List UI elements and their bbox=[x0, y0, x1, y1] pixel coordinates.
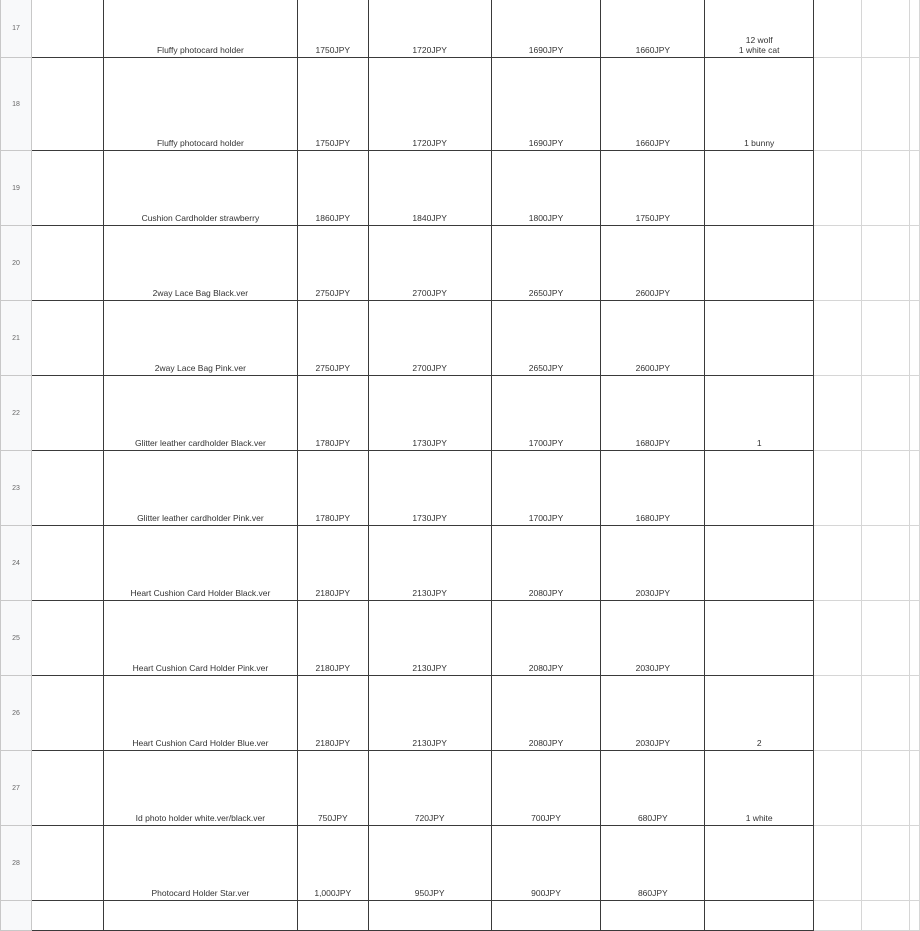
empty-cell[interactable] bbox=[814, 451, 862, 526]
price-text: 2650JPY bbox=[528, 288, 564, 298]
price-text: 860JPY bbox=[637, 888, 668, 898]
price-cell[interactable] bbox=[297, 601, 368, 676]
item-name-cell[interactable] bbox=[103, 901, 297, 931]
price-cell[interactable] bbox=[368, 0, 491, 58]
price-cell[interactable] bbox=[601, 676, 705, 751]
price-cell[interactable] bbox=[368, 226, 491, 301]
empty-cell[interactable] bbox=[862, 751, 910, 826]
price-cell[interactable] bbox=[297, 676, 368, 751]
product-image-cell[interactable] bbox=[31, 0, 103, 58]
item-name-text: Heart Cushion Card Holder Blue.ver bbox=[132, 738, 269, 748]
price-cell[interactable] bbox=[491, 526, 601, 601]
item-name-text: Fluffy photocard holder bbox=[156, 138, 244, 148]
empty-cell[interactable] bbox=[862, 451, 910, 526]
empty-cell[interactable] bbox=[814, 526, 862, 601]
price-cell[interactable] bbox=[491, 226, 601, 301]
table-row bbox=[1, 0, 920, 58]
price-cell[interactable] bbox=[601, 601, 705, 676]
product-image-cell[interactable] bbox=[31, 301, 103, 376]
product-image-cell[interactable] bbox=[31, 526, 103, 601]
empty-cell[interactable] bbox=[862, 826, 910, 901]
price-text: 1800JPY bbox=[528, 213, 564, 223]
price-text: 1680JPY bbox=[635, 438, 671, 448]
empty-cell[interactable] bbox=[814, 376, 862, 451]
product-image-cell[interactable] bbox=[31, 676, 103, 751]
table-row bbox=[1, 901, 920, 931]
price-text: 900JPY bbox=[531, 888, 561, 898]
note-cell[interactable] bbox=[705, 676, 814, 751]
price-cell[interactable] bbox=[368, 826, 491, 901]
price-text: 1660JPY bbox=[635, 45, 671, 55]
table-row bbox=[1, 301, 920, 376]
item-name-cell[interactable] bbox=[103, 826, 297, 901]
price-text: 1750JPY bbox=[315, 138, 351, 148]
price-text: 2030JPY bbox=[635, 738, 671, 748]
price-text: 1720JPY bbox=[412, 45, 447, 55]
price-text: 2080JPY bbox=[528, 588, 564, 598]
item-name-text: Id photo holder white.ver/black.ver bbox=[135, 813, 266, 823]
item-name-text: Fluffy photocard holder bbox=[156, 45, 244, 55]
item-name-text: 2way Lace Bag Black.ver bbox=[152, 288, 249, 298]
row-header[interactable]: 26 bbox=[1, 676, 32, 751]
note-text: 2 bbox=[756, 738, 762, 748]
empty-cell[interactable] bbox=[909, 58, 919, 151]
price-cell[interactable] bbox=[601, 526, 705, 601]
item-name-text: Cushion Cardholder strawberry bbox=[141, 213, 260, 223]
price-text: 2080JPY bbox=[528, 738, 564, 748]
price-cell[interactable] bbox=[601, 901, 705, 931]
price-text: 2180JPY bbox=[315, 663, 351, 673]
item-name-text: 2way Lace Bag Pink.ver bbox=[154, 363, 246, 373]
price-text: 1700JPY bbox=[528, 438, 564, 448]
empty-cell[interactable] bbox=[862, 0, 910, 58]
note-text: 12 wolf 1 white cat bbox=[738, 35, 780, 55]
price-cell[interactable] bbox=[601, 751, 705, 826]
empty-cell[interactable] bbox=[862, 601, 910, 676]
price-text: 1660JPY bbox=[635, 138, 671, 148]
product-image-cell[interactable] bbox=[31, 826, 103, 901]
item-name-cell[interactable] bbox=[103, 301, 297, 376]
price-cell[interactable] bbox=[297, 901, 368, 931]
item-name-cell[interactable] bbox=[103, 676, 297, 751]
row-header[interactable]: 24 bbox=[1, 526, 32, 601]
note-cell[interactable] bbox=[705, 526, 814, 601]
price-text: 2600JPY bbox=[635, 288, 671, 298]
empty-cell[interactable] bbox=[814, 226, 862, 301]
note-cell[interactable] bbox=[705, 58, 814, 151]
empty-cell[interactable] bbox=[909, 751, 919, 826]
item-name-cell[interactable] bbox=[103, 451, 297, 526]
empty-cell[interactable] bbox=[862, 901, 910, 931]
empty-cell[interactable] bbox=[814, 151, 862, 226]
empty-cell[interactable] bbox=[909, 601, 919, 676]
price-text: 2030JPY bbox=[635, 663, 671, 673]
empty-cell[interactable] bbox=[909, 901, 919, 931]
price-text: 1690JPY bbox=[528, 45, 564, 55]
note-cell[interactable] bbox=[705, 901, 814, 931]
row-header[interactable]: 19 bbox=[1, 151, 32, 226]
price-text: 2750JPY bbox=[315, 288, 351, 298]
empty-cell[interactable] bbox=[814, 751, 862, 826]
table-row bbox=[1, 526, 920, 601]
price-text: 2130JPY bbox=[412, 663, 447, 673]
note-cell[interactable] bbox=[705, 151, 814, 226]
item-name-cell[interactable] bbox=[103, 151, 297, 226]
price-text: 2650JPY bbox=[528, 363, 564, 373]
price-text: 1840JPY bbox=[412, 213, 447, 223]
price-cell[interactable] bbox=[368, 376, 491, 451]
item-name-text: Glitter leather cardholder Pink.ver bbox=[137, 513, 264, 523]
empty-cell[interactable] bbox=[862, 526, 910, 601]
price-cell[interactable] bbox=[601, 376, 705, 451]
price-cell[interactable] bbox=[491, 58, 601, 151]
empty-cell[interactable] bbox=[814, 301, 862, 376]
note-cell[interactable] bbox=[705, 826, 814, 901]
price-text: 1730JPY bbox=[412, 438, 447, 448]
item-name-cell[interactable] bbox=[103, 58, 297, 151]
item-name-cell[interactable] bbox=[103, 526, 297, 601]
item-name-cell[interactable] bbox=[103, 601, 297, 676]
price-cell[interactable] bbox=[491, 451, 601, 526]
price-cell[interactable] bbox=[601, 226, 705, 301]
row-header[interactable]: 18 bbox=[1, 58, 32, 151]
item-name-text: Heart Cushion Card Holder Black.ver bbox=[130, 588, 271, 598]
price-text: 680JPY bbox=[637, 813, 668, 823]
note-text: 1 bunny bbox=[744, 138, 775, 148]
item-name-text: Glitter leather cardholder Black.ver bbox=[134, 438, 266, 448]
price-text: 1690JPY bbox=[528, 138, 564, 148]
price-cell[interactable] bbox=[368, 526, 491, 601]
price-cell[interactable] bbox=[491, 901, 601, 931]
row-header[interactable]: 22 bbox=[1, 376, 32, 451]
product-image-cell[interactable] bbox=[31, 901, 103, 931]
price-cell[interactable] bbox=[368, 301, 491, 376]
table-row bbox=[1, 676, 920, 751]
empty-cell[interactable] bbox=[909, 826, 919, 901]
price-cell[interactable] bbox=[368, 58, 491, 151]
price-cell[interactable] bbox=[297, 826, 368, 901]
table-row bbox=[1, 601, 920, 676]
row-header[interactable]: 27 bbox=[1, 751, 32, 826]
price-cell[interactable] bbox=[297, 526, 368, 601]
empty-cell[interactable] bbox=[814, 676, 862, 751]
item-name-cell[interactable] bbox=[103, 376, 297, 451]
price-text: 2030JPY bbox=[635, 588, 671, 598]
empty-cell[interactable] bbox=[862, 676, 910, 751]
price-cell[interactable] bbox=[491, 826, 601, 901]
price-cell[interactable] bbox=[297, 0, 368, 58]
item-name-cell[interactable] bbox=[103, 751, 297, 826]
empty-cell[interactable] bbox=[909, 0, 919, 58]
empty-cell[interactable] bbox=[862, 301, 910, 376]
price-cell[interactable] bbox=[491, 601, 601, 676]
price-cell[interactable] bbox=[297, 376, 368, 451]
empty-cell[interactable] bbox=[814, 58, 862, 151]
empty-cell[interactable] bbox=[862, 151, 910, 226]
price-text: 2080JPY bbox=[528, 663, 564, 673]
price-text: 2130JPY bbox=[412, 738, 447, 748]
row-header[interactable]: 17 bbox=[1, 0, 32, 58]
price-text: 1700JPY bbox=[528, 513, 564, 523]
note-text: 1 bbox=[756, 438, 762, 448]
price-cell[interactable] bbox=[491, 0, 601, 58]
empty-cell[interactable] bbox=[909, 526, 919, 601]
note-cell[interactable] bbox=[705, 0, 814, 58]
product-image-cell[interactable] bbox=[31, 601, 103, 676]
table-row bbox=[1, 58, 920, 151]
empty-cell[interactable] bbox=[814, 826, 862, 901]
price-cell[interactable] bbox=[368, 451, 491, 526]
price-text: 700JPY bbox=[531, 813, 561, 823]
price-cell[interactable] bbox=[601, 58, 705, 151]
note-cell[interactable] bbox=[705, 376, 814, 451]
note-cell[interactable] bbox=[705, 601, 814, 676]
price-cell[interactable] bbox=[601, 451, 705, 526]
product-image-cell[interactable] bbox=[31, 58, 103, 151]
table-row bbox=[1, 151, 920, 226]
price-cell[interactable] bbox=[491, 676, 601, 751]
price-cell[interactable] bbox=[297, 301, 368, 376]
price-text: 2700JPY bbox=[412, 363, 447, 373]
row-header[interactable]: 20 bbox=[1, 226, 32, 301]
note-cell[interactable] bbox=[705, 451, 814, 526]
price-cell[interactable] bbox=[601, 826, 705, 901]
price-cell[interactable] bbox=[368, 901, 491, 931]
item-name-text: Heart Cushion Card Holder Pink.ver bbox=[132, 663, 269, 673]
price-text: 720JPY bbox=[414, 813, 445, 823]
price-text: 1,000JPY bbox=[314, 888, 352, 898]
price-cell[interactable] bbox=[368, 601, 491, 676]
product-image-cell[interactable] bbox=[31, 226, 103, 301]
price-cell[interactable] bbox=[297, 151, 368, 226]
price-text: 1720JPY bbox=[412, 138, 447, 148]
price-text: 2700JPY bbox=[412, 288, 447, 298]
price-cell[interactable] bbox=[297, 451, 368, 526]
table-row bbox=[1, 451, 920, 526]
price-cell[interactable] bbox=[491, 376, 601, 451]
item-name-text: Photocard Holder Star.ver bbox=[151, 888, 250, 898]
price-text: 950JPY bbox=[414, 888, 445, 898]
row-header[interactable]: 23 bbox=[1, 451, 32, 526]
table-row bbox=[1, 751, 920, 826]
product-image-cell[interactable] bbox=[31, 751, 103, 826]
price-text: 2750JPY bbox=[315, 363, 351, 373]
empty-cell[interactable] bbox=[814, 601, 862, 676]
price-cell[interactable] bbox=[491, 301, 601, 376]
note-cell[interactable] bbox=[705, 301, 814, 376]
price-text: 1780JPY bbox=[315, 438, 351, 448]
price-cell[interactable] bbox=[368, 751, 491, 826]
empty-cell[interactable] bbox=[909, 226, 919, 301]
row-header[interactable]: 28 bbox=[1, 826, 32, 901]
product-image-cell[interactable] bbox=[31, 376, 103, 451]
product-image-cell[interactable] bbox=[31, 151, 103, 226]
note-cell[interactable] bbox=[705, 751, 814, 826]
price-text: 1860JPY bbox=[315, 213, 351, 223]
table-row bbox=[1, 826, 920, 901]
empty-cell[interactable] bbox=[909, 151, 919, 226]
empty-cell[interactable] bbox=[862, 376, 910, 451]
price-text: 1780JPY bbox=[315, 513, 351, 523]
price-text: 2180JPY bbox=[315, 588, 351, 598]
table-row bbox=[1, 376, 920, 451]
price-cell[interactable] bbox=[368, 151, 491, 226]
row-header[interactable]: 21 bbox=[1, 301, 32, 376]
empty-cell[interactable] bbox=[862, 226, 910, 301]
price-text: 2600JPY bbox=[635, 363, 671, 373]
empty-cell[interactable] bbox=[862, 58, 910, 151]
empty-cell[interactable] bbox=[909, 376, 919, 451]
empty-cell[interactable] bbox=[909, 301, 919, 376]
price-text: 1680JPY bbox=[635, 513, 671, 523]
empty-cell[interactable] bbox=[909, 451, 919, 526]
note-cell[interactable] bbox=[705, 226, 814, 301]
price-cell[interactable] bbox=[601, 151, 705, 226]
price-cell[interactable] bbox=[491, 151, 601, 226]
price-cell[interactable] bbox=[601, 0, 705, 58]
row-header[interactable]: 25 bbox=[1, 601, 32, 676]
empty-cell[interactable] bbox=[814, 0, 862, 58]
empty-cell[interactable] bbox=[814, 901, 862, 931]
price-cell[interactable] bbox=[491, 751, 601, 826]
price-cell[interactable] bbox=[297, 751, 368, 826]
item-name-cell[interactable] bbox=[103, 226, 297, 301]
price-cell[interactable] bbox=[297, 58, 368, 151]
table-row bbox=[1, 226, 920, 301]
empty-cell[interactable] bbox=[909, 676, 919, 751]
row-header[interactable] bbox=[1, 901, 32, 931]
item-name-cell[interactable] bbox=[103, 0, 297, 58]
price-text: 2130JPY bbox=[412, 588, 447, 598]
price-text: 750JPY bbox=[317, 813, 348, 823]
price-text: 2180JPY bbox=[315, 738, 351, 748]
price-text: 1750JPY bbox=[315, 45, 351, 55]
product-image-cell[interactable] bbox=[31, 451, 103, 526]
price-cell[interactable] bbox=[297, 226, 368, 301]
price-text: 1750JPY bbox=[635, 213, 671, 223]
price-cell[interactable] bbox=[368, 676, 491, 751]
price-text: 1730JPY bbox=[412, 513, 447, 523]
price-cell[interactable] bbox=[601, 301, 705, 376]
note-text: 1 white bbox=[745, 813, 773, 823]
